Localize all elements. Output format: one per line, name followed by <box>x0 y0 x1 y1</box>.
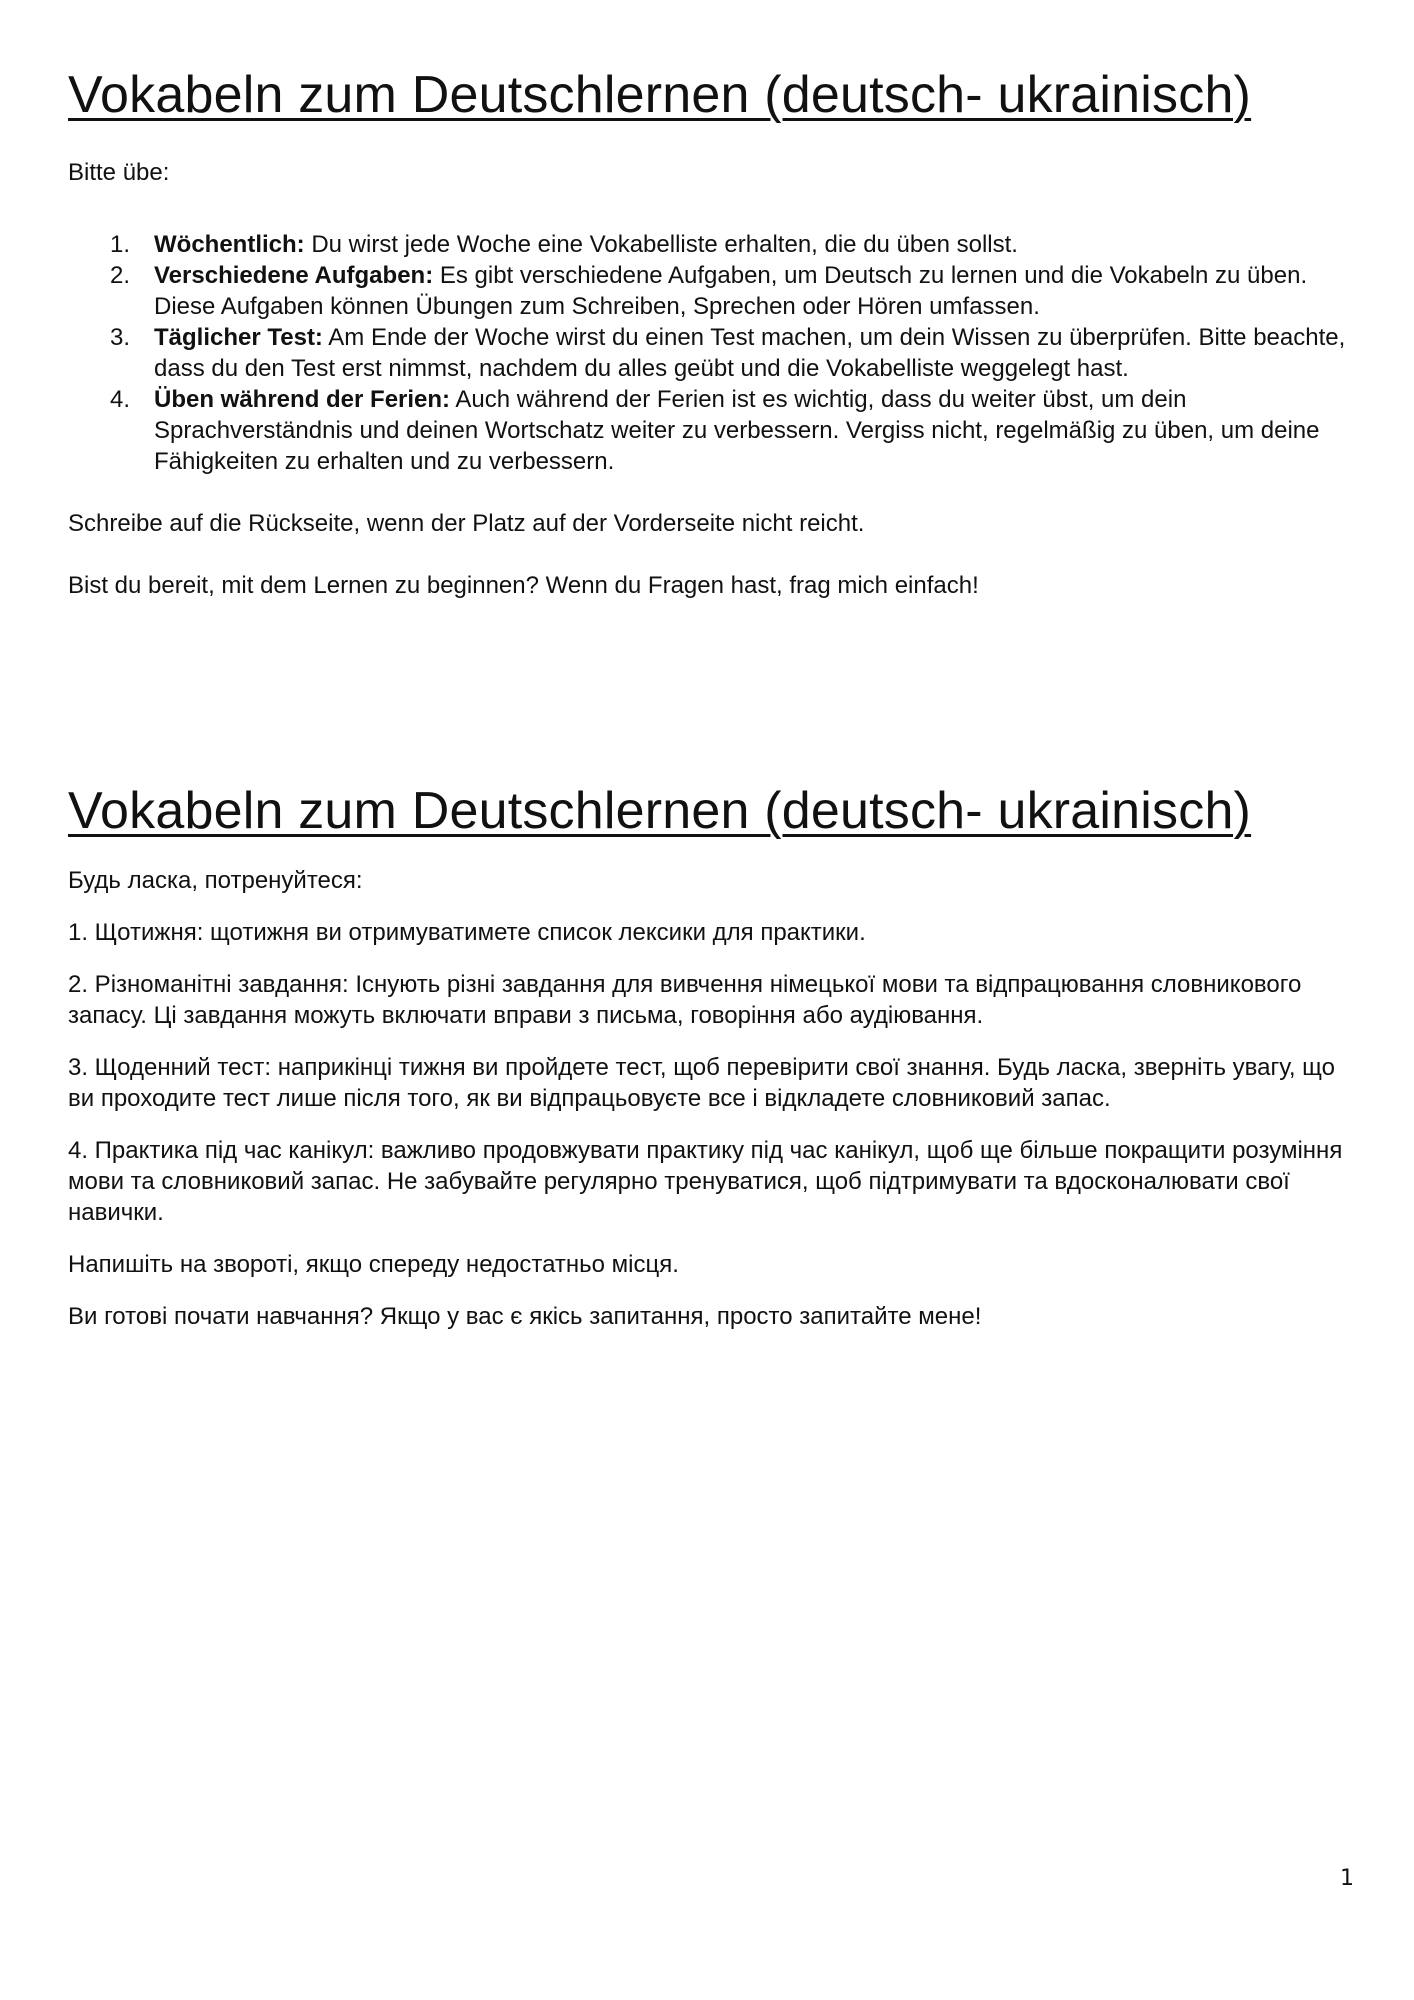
german-backside-note: Schreibe auf die Rückseite, wenn der Platz auf der Vorderseite nicht reicht. <box>68 510 865 537</box>
ukrainian-task-item: 4. Практика під час канікул: важливо продовжувати практику під час канікул, щоб ще більше покращити розуміння мови та словниковий запас. Не забувайте регулярно тренуватися, щоб підтримувати та вдосконалювати свої навички. <box>68 1137 1343 1226</box>
ukrainian-task-item: 3. Щоденний тест: наприкінці тижня ви пройдете тест, щоб перевірити свої знання. Будь ласка, зверніть увагу, що ви проходите тест лише після того, як ви відпрацьовуєте все і відкладете словниковий запас. <box>68 1054 1335 1112</box>
ukrainian-backside-note: Напишіть на звороті, якщо спереду недостатньо місця. <box>68 1251 679 1278</box>
page-number: 1 <box>1340 1866 1354 1891</box>
task-heading: Üben während der Ferien: <box>154 386 451 413</box>
list-number: 4. <box>110 386 131 413</box>
task-text: Auch während der Ferien ist es wichtig, dass du weiter übst, um dein Sprachverständnis und deinen Wortschatz weiter zu verbessern. Vergiss nicht, regelmäßig zu üben, um deine Fähigkeiten zu erhalten und zu verbessern. <box>154 386 1320 475</box>
ukrainian-title: Vokabeln zum Deutschlernen (deutsch- ukrainisch) <box>68 782 1252 840</box>
german-task-item <box>68 322 1358 384</box>
task-heading: Täglicher Test: <box>154 324 323 351</box>
ukrainian-intro: Будь ласка, потренуйтеся: <box>68 867 363 894</box>
german-task-item <box>68 260 1358 322</box>
german-task-item <box>68 229 1358 260</box>
list-number: 2. <box>110 262 131 289</box>
ukrainian-task-item: 1. Щотижня: щотижня ви отримуватимете список лексики для практики. <box>68 919 866 946</box>
list-number: 3. <box>110 324 131 351</box>
german-section <box>68 62 1358 601</box>
ukrainian-section <box>68 778 1358 1332</box>
german-closing: Bist du bereit, mit dem Lernen zu beginnen? Wenn du Fragen hast, frag mich einfach! <box>68 572 979 599</box>
german-intro: Bitte übe: <box>68 159 170 186</box>
ukrainian-task-item: 2. Різноманітні завдання: Існують різні завдання для вивчення німецької мови та відпрацювання словникового запасу. Ці завдання можуть включати вправи з письма, говоріння або аудіювання. <box>68 971 1302 1029</box>
german-task-list <box>68 229 1358 477</box>
task-heading: Wöchentlich: <box>154 231 305 258</box>
task-text: Es gibt verschiedene Aufgaben, um Deutsch zu lernen und die Vokabeln zu üben. Diese Aufgaben können Übungen zum Schreiben, Sprechen oder Hören umfassen. <box>154 262 1308 320</box>
german-task-item <box>68 384 1358 477</box>
task-heading: Verschiedene Aufgaben: <box>154 262 434 289</box>
list-number: 1. <box>110 231 131 258</box>
task-text: Am Ende der Woche wirst du einen Test machen, um dein Wissen zu überprüfen. Bitte beachte, dass du den Test erst nimmst, nachdem du alles geübt und die Vokabelliste weggelegt hast. <box>154 324 1346 382</box>
ukrainian-closing: Ви готові почати навчання? Якщо у вас є якісь запитання, просто запитайте мене! <box>68 1303 982 1330</box>
task-text: Du wirst jede Woche eine Vokabelliste erhalten, die du üben sollst. <box>304 231 1018 258</box>
german-title: Vokabeln zum Deutschlernen (deutsch- ukrainisch) <box>68 66 1252 124</box>
